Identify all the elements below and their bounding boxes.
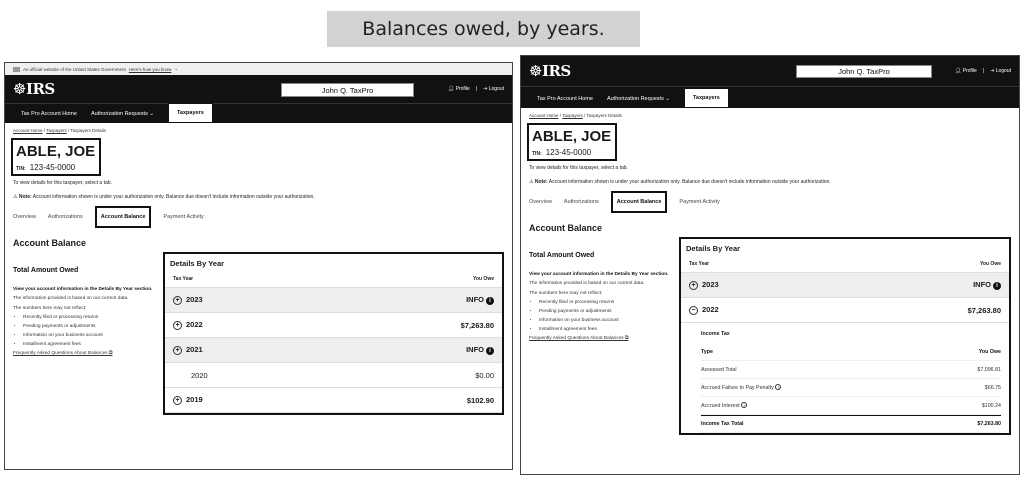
main-nav	[5, 103, 512, 123]
tab-payment-activity[interactable]: Payment Activity	[679, 199, 720, 205]
nav-authorization-requests[interactable]	[607, 96, 670, 108]
may-not-text: The numbers here may not reflect:	[13, 305, 87, 311]
breadcrumb: Account Home / Taxpayers / Taxpayers Details	[529, 113, 622, 118]
user-name-field: John Q. TaxPro	[281, 83, 414, 97]
row-value: $100.24	[981, 402, 1001, 409]
tab-account-balance[interactable]: Account Balance	[95, 206, 152, 228]
total-label: Income Tax Total	[701, 421, 744, 427]
col-tax-year: Tax Year	[689, 261, 710, 267]
tab-overview[interactable]: Overview	[13, 214, 36, 220]
tin-label: TIN:	[532, 151, 542, 157]
taxpayer-name: ABLE, JOE	[532, 128, 612, 145]
details-title: Details By Year	[170, 259, 225, 268]
user-name-field: John Q. TaxPro	[796, 65, 932, 78]
table-row	[701, 397, 1001, 415]
year-value: $0.00	[475, 370, 494, 380]
divider: |	[982, 68, 985, 74]
info-icon[interactable]: i	[486, 297, 494, 305]
expand-icon: +	[689, 281, 698, 290]
warning-icon: ⚠	[529, 179, 534, 185]
year-value: $7,263.80	[967, 305, 1001, 315]
row-type: Accrued Failure to Pay Penalty	[701, 385, 774, 391]
person-icon: 👤︎	[447, 86, 455, 92]
year-row-2023[interactable]	[681, 273, 1009, 298]
details-title: Details By Year	[686, 244, 741, 253]
year-label: 2022	[186, 320, 203, 329]
list-item: • Information on your business account	[539, 316, 679, 325]
view-info-text: View your account information in the Details By Year section.	[529, 272, 669, 278]
may-not-text: The numbers here may not reflect:	[529, 290, 603, 296]
col-you-owe: You Owe	[978, 348, 1001, 355]
col-you-owe: You Owe	[472, 276, 494, 282]
tin	[16, 163, 95, 172]
year-row-2022[interactable]	[165, 313, 502, 338]
nav-taxpayers[interactable]: Taxpayers	[684, 88, 729, 108]
breadcrumb-account-home[interactable]: Account Home	[529, 113, 559, 118]
table-row	[701, 379, 1001, 397]
nav-home[interactable]: Tax Pro Account Home	[21, 111, 77, 117]
profile-label: Profile	[962, 68, 977, 74]
year-value: INFO	[466, 295, 484, 304]
person-icon: 👤︎	[954, 68, 962, 74]
total-owed-panel	[529, 237, 679, 435]
nav-label: Authorization Requests	[90, 111, 148, 117]
row-type: Accrued Interest	[701, 403, 740, 409]
list-item: • Recently filed or processing returns	[23, 313, 163, 322]
breadcrumb-current: Taxpayers Details	[586, 113, 622, 118]
irs-logo[interactable]: ☸IRS	[529, 62, 571, 80]
header	[5, 75, 512, 103]
taxpayer-box	[11, 138, 101, 176]
logout-label: Logout	[995, 68, 1011, 74]
expand-icon: +	[173, 346, 182, 355]
year-row-2019[interactable]	[165, 388, 502, 413]
collapse-icon: −	[689, 306, 698, 315]
view-info-text: View your account information in the Details By Year section.	[13, 287, 153, 293]
tin-label: TIN:	[16, 166, 26, 172]
total-value: $7,263.80	[977, 421, 1001, 427]
list-item: • Installment agreement fees	[539, 325, 679, 334]
screenshot-left	[4, 62, 513, 470]
faq-link[interactable]	[529, 334, 679, 343]
breadcrumb-taxpayers[interactable]: Taxpayers	[46, 128, 67, 133]
breadcrumb-account-home[interactable]: Account Home	[13, 128, 43, 133]
year-label: 2023	[702, 280, 719, 289]
faq-link[interactable]	[13, 349, 163, 358]
logo-text: IRS	[541, 62, 571, 80]
tab-account-balance[interactable]: Account Balance	[611, 191, 668, 213]
expand-icon: +	[173, 296, 182, 305]
year-label: 2020	[191, 370, 208, 380]
col-type: Type	[701, 348, 713, 355]
profile-link[interactable]	[448, 86, 470, 92]
based-on-text: The information provided is based on our current data.	[13, 296, 129, 302]
row-value: $7,096.81	[977, 366, 1001, 373]
note	[521, 175, 1019, 189]
note-text: Account information shown is under your authorization only. Balance due doesn't include information outside your authorization.	[32, 194, 315, 200]
profile-link[interactable]	[955, 68, 977, 74]
help-icon[interactable]: ?	[777, 385, 780, 390]
info-icon[interactable]: i	[486, 347, 494, 355]
note	[5, 190, 512, 204]
select-tab-text: To view details for this taxpayer, select a tab.	[529, 165, 628, 171]
tab-overview[interactable]: Overview	[529, 199, 552, 205]
us-flag-icon	[13, 67, 20, 72]
chevron-down-icon: ⌄	[149, 111, 154, 117]
breadcrumb-current: Taxpayers Details	[70, 128, 106, 133]
list-item: • Information on your business account	[23, 331, 163, 340]
based-on-text: The information provided is based on our current data.	[529, 281, 645, 287]
row-type: Assessed Total	[701, 366, 737, 373]
year-value: INFO	[466, 345, 484, 354]
irs-logo[interactable]: ☸IRS	[13, 80, 55, 98]
faq-label: Frequently Asked Questions About Balances	[529, 336, 624, 342]
screenshot-right	[520, 55, 1020, 475]
external-link-icon: ⧉	[109, 351, 113, 357]
external-link-icon: ⧉	[625, 336, 629, 342]
nav-authorization-requests[interactable]	[91, 111, 154, 123]
year-value: $7,263.80	[460, 320, 494, 330]
tab-payment-activity[interactable]: Payment Activity	[163, 214, 204, 220]
total-row	[701, 415, 1001, 433]
main-nav	[521, 86, 1019, 108]
row-value: $66.75	[984, 384, 1001, 391]
tab-authorizations[interactable]: Authorizations	[563, 199, 599, 205]
gov-banner-text: An official website of the United States Government	[23, 66, 126, 72]
year-label: 2022	[702, 305, 719, 314]
gov-banner	[5, 63, 512, 75]
logo-text: IRS	[25, 80, 55, 98]
info-icon[interactable]: i	[993, 282, 1001, 290]
nav-taxpayers[interactable]: Taxpayers	[168, 103, 213, 123]
gov-how-link[interactable]: Here's how you know	[128, 66, 172, 72]
year-label: 2021	[186, 345, 203, 354]
total-owed-title: Total Amount Owed	[13, 267, 79, 274]
col-you-owe: You Owe	[979, 261, 1001, 267]
list-item: • Recently filed or processing returns	[539, 298, 679, 307]
income-tax-detail	[681, 323, 1009, 433]
logout-icon: ⇥	[990, 68, 995, 74]
tabs	[521, 189, 1019, 215]
tab-authorizations[interactable]: Authorizations	[47, 214, 83, 220]
note-label: Note:	[534, 179, 548, 185]
table-row	[701, 361, 1001, 379]
year-row-2020	[165, 363, 502, 388]
col-tax-year: Tax Year	[173, 276, 194, 282]
details-by-year	[163, 252, 504, 415]
divider: |	[475, 86, 478, 92]
tin-value: 123-45-0000	[545, 148, 592, 157]
profile-label: Profile	[455, 86, 470, 92]
expand-icon: +	[173, 321, 182, 330]
total-owed-title: Total Amount Owed	[529, 252, 595, 259]
table-header	[681, 256, 1009, 273]
year-value: INFO	[973, 280, 991, 289]
year-row-2022[interactable]	[681, 298, 1009, 323]
expand-icon: +	[173, 396, 182, 405]
section-title: Account Balance	[529, 223, 603, 233]
year-row-2021[interactable]	[165, 338, 502, 363]
year-row-2023[interactable]	[165, 288, 502, 313]
header	[521, 56, 1019, 86]
logout-label: Logout	[488, 86, 504, 92]
table-header	[165, 271, 502, 288]
year-label: 2019	[186, 395, 203, 404]
total-owed-panel	[13, 252, 163, 415]
detail-header	[701, 343, 1001, 361]
list-item: • Pending payments or adjustments	[539, 307, 679, 316]
warning-icon: ⚠	[13, 194, 18, 200]
help-icon[interactable]: ?	[742, 403, 746, 408]
select-tab-text: To view details for this taxpayer, select a tab.	[13, 180, 112, 186]
logout-link[interactable]	[990, 68, 1011, 74]
logout-link[interactable]	[483, 86, 504, 92]
nav-home[interactable]: Tax Pro Account Home	[537, 96, 593, 102]
section-title: Account Balance	[13, 238, 87, 248]
caption: Balances owed, by years.	[327, 11, 640, 47]
list-item: • Pending payments or adjustments	[23, 322, 163, 331]
faq-label: Frequently Asked Questions About Balances	[13, 351, 108, 357]
chevron-down-icon: ⌄	[665, 96, 670, 102]
taxpayer-name: ABLE, JOE	[16, 143, 96, 160]
income-tax-title: Income Tax	[701, 331, 730, 337]
year-label: 2023	[186, 295, 203, 304]
details-by-year	[679, 237, 1011, 435]
tin	[532, 148, 611, 157]
logout-icon: ⇥	[483, 86, 488, 92]
note-text: Account information shown is under your authorization only. Balance due doesn't include information outside your authorization.	[548, 179, 831, 185]
note-label: Note:	[18, 194, 32, 200]
list-item: • Installment agreement fees	[23, 340, 163, 349]
year-value: $102.90	[466, 395, 494, 405]
breadcrumb-taxpayers[interactable]: Taxpayers	[562, 113, 583, 118]
tin-value: 123-45-0000	[29, 163, 76, 172]
breadcrumb: Account Home / Taxpayers / Taxpayers Details	[13, 128, 106, 133]
taxpayer-box	[527, 123, 617, 161]
tabs	[5, 204, 512, 230]
nav-label: Authorization Requests	[606, 96, 664, 102]
chevron-down-icon: ⌄	[174, 66, 179, 71]
